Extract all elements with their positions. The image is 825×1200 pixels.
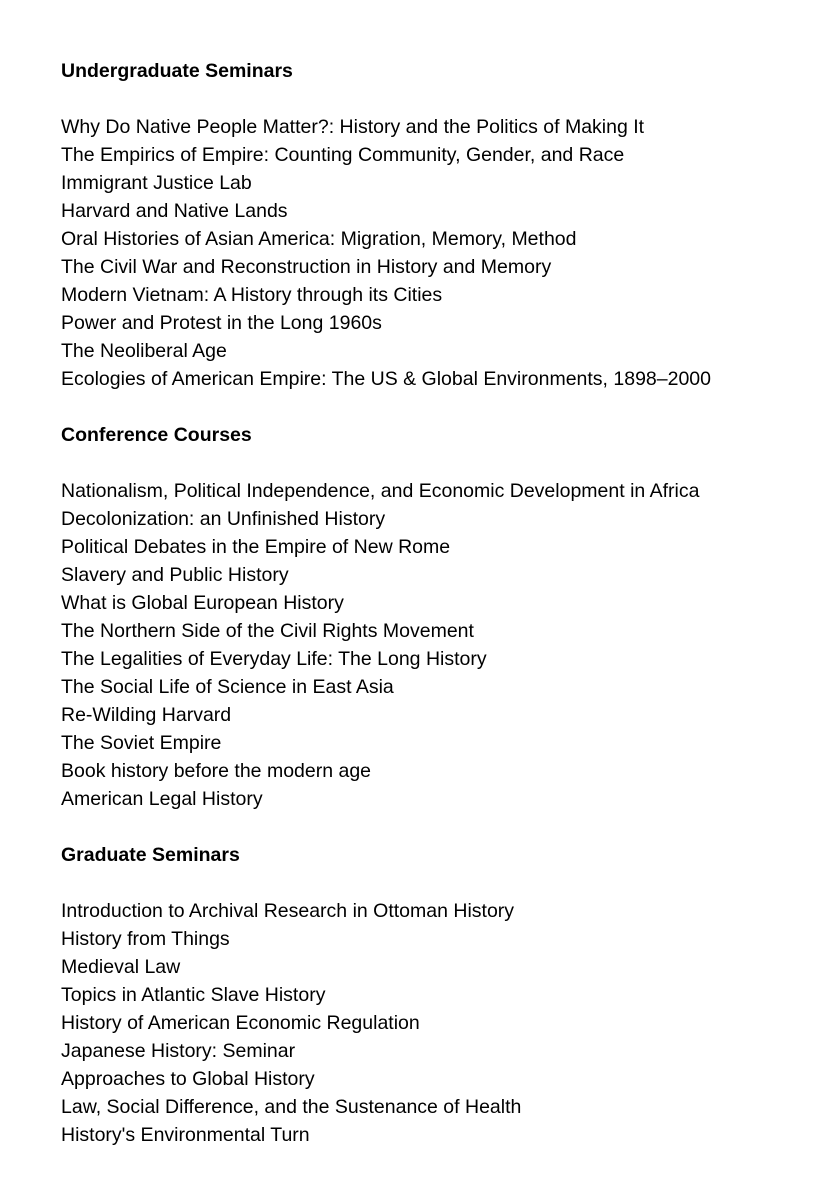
course-section xyxy=(61,421,825,813)
course-list xyxy=(61,113,825,393)
course-list xyxy=(61,477,825,813)
course-title: Modern Vietnam: A History through its Cities xyxy=(61,284,443,306)
course-title: Japanese History: Seminar xyxy=(61,1040,296,1062)
course-title: Oral Histories of Asian America: Migration, Memory, Method xyxy=(61,228,577,250)
course-title: Medieval Law xyxy=(61,956,181,978)
course-title: The Civil War and Reconstruction in History and Memory xyxy=(61,256,552,278)
course-title: Approaches to Global History xyxy=(61,1068,315,1090)
sections-container xyxy=(61,57,825,1149)
course-title: Ecologies of American Empire: The US & Global Environments, 1898–2000 xyxy=(61,368,711,390)
course-title: Re-Wilding Harvard xyxy=(61,704,232,726)
course-title: History's Environmental Turn xyxy=(61,1124,310,1146)
course-title: The Legalities of Everyday Life: The Long History xyxy=(61,648,487,670)
course-title: The Northern Side of the Civil Rights Movement xyxy=(61,620,474,642)
course-title: Harvard and Native Lands xyxy=(61,200,288,222)
course-section xyxy=(61,841,825,1149)
course-title: History of American Economic Regulation xyxy=(61,1012,420,1034)
course-title: Power and Protest in the Long 1960s xyxy=(61,312,382,334)
section-heading: Graduate Seminars xyxy=(61,844,240,866)
course-title: The Empirics of Empire: Counting Community, Gender, and Race xyxy=(61,144,625,166)
course-title: Decolonization: an Unfinished History xyxy=(61,508,386,530)
course-title: The Social Life of Science in East Asia xyxy=(61,676,394,698)
course-list xyxy=(61,897,825,1149)
course-listing-document xyxy=(61,57,825,1149)
course-title: Nationalism, Political Independence, and Economic Development in Africa xyxy=(61,480,700,502)
course-title: Law, Social Difference, and the Sustenance of Health xyxy=(61,1096,522,1118)
course-title: History from Things xyxy=(61,928,230,950)
course-title: Immigrant Justice Lab xyxy=(61,172,252,194)
course-title: Topics in Atlantic Slave History xyxy=(61,984,326,1006)
course-title: What is Global European History xyxy=(61,592,344,614)
section-heading: Undergraduate Seminars xyxy=(61,60,293,82)
course-title: The Neoliberal Age xyxy=(61,340,227,362)
course-title: American Legal History xyxy=(61,788,263,810)
course-title: Book history before the modern age xyxy=(61,760,372,782)
course-section xyxy=(61,57,825,393)
course-title: Political Debates in the Empire of New Rome xyxy=(61,536,451,558)
course-title: Introduction to Archival Research in Ottoman History xyxy=(61,900,515,922)
course-title: Slavery and Public History xyxy=(61,564,289,586)
section-heading: Conference Courses xyxy=(61,424,252,446)
course-title: The Soviet Empire xyxy=(61,732,222,754)
course-title: Why Do Native People Matter?: History and the Politics of Making It xyxy=(61,116,645,138)
